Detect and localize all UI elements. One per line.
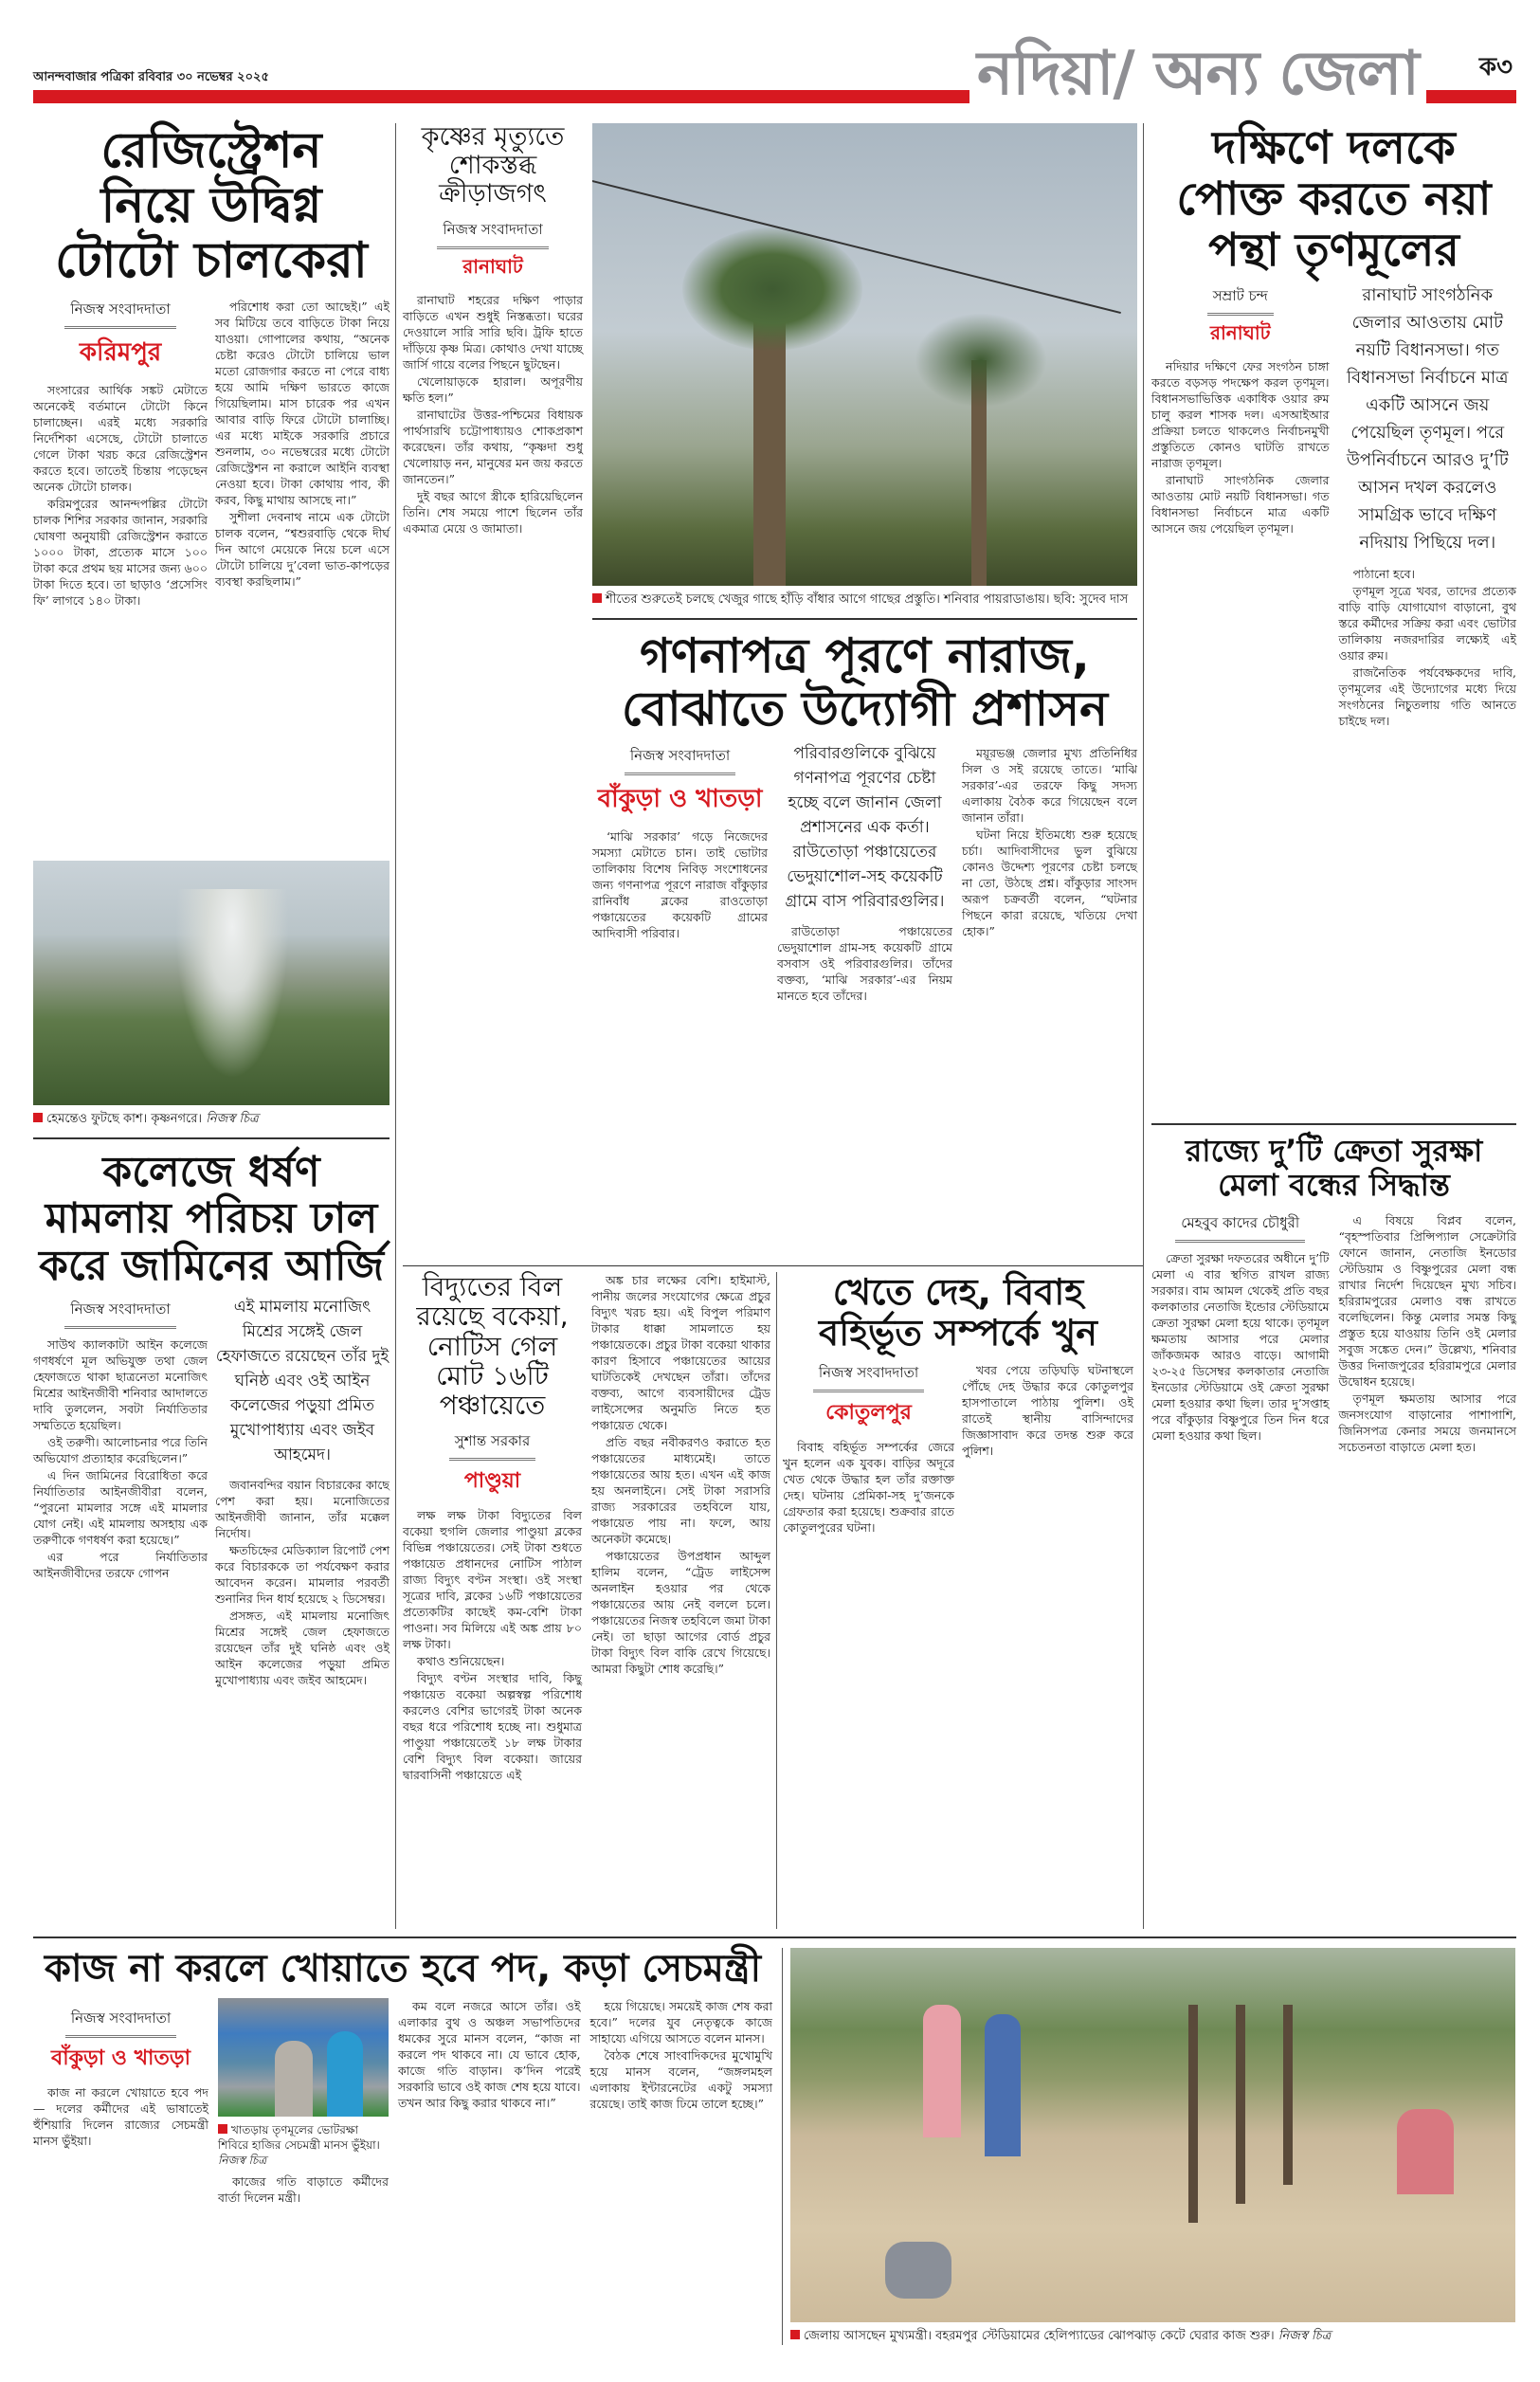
- stadium-helipad-clearing-photo: [790, 1948, 1515, 2322]
- paragraph: কাজের গতি বাড়াতে কর্মীদের বার্তা দিলেন মন্ত্রী।: [218, 2173, 389, 2205]
- paragraph: তৃণমূল সূত্রে খবর, তাদের প্রত্যেক বাড়ি বাড়ি যোগাযোগ বাড়ানো, বুথ স্তরে কর্মীদের সক্রিয় করা এবং ভোটার তালিকায় নজরদারির লক্ষ্যেই এই ওয়ার রুম।: [1338, 584, 1516, 664]
- paragraph: এর পরে নির্যাতিতার আইনজীবীদের তরফে গোপন: [33, 1549, 208, 1580]
- paragraph: রানাঘাট সাংগঠনিক জেলার আওতায় মোট নয়টি বিধানসভা। গত বিধানসভা নির্বাচনে মাত্র একটি আসনে জয় পেয়েছিল তৃণমূল।: [1151, 473, 1330, 536]
- bamboo-pole: [1283, 2005, 1293, 2185]
- ganana-pull-quote: পরিবারগুলিকে বুঝিয়ে গণনাপত্র পূরণের চেষ্টা হচ্ছে বলে জানান জেলা প্রশাসনের এক কর্তা। রাউতোড়া পঞ্চায়েতের ভেদুয়াশোল-সহ কয়েকটি গ্রামে বাস পরিবারগুলির।: [785, 744, 945, 911]
- krishna-byline: [403, 219, 583, 284]
- mela-byline: [1151, 1212, 1330, 1243]
- paragraph: রানাঘাট শহরের দক্ষিণ পাড়ার বাড়িতে এখন শুধুই নিস্তব্ধতা। ঘরের দেওয়ালে সারি সারি ছবি। ট্রফি হাতে দাঁড়িয়ে কৃষ্ণ মিত্র। কোথাও দেখা যাচ্ছে জার্সি গায়ে বলের পিছনে ছুটছেন।: [403, 292, 583, 372]
- paragraph: বিবাহ বহির্ভূত সম্পর্কের জেরে খুন হলেন এক যুবক। বাড়ির অদূরে খেত থেকে উদ্ধার হল তাঁর রক্তাক্ত দেহ। ঘটনায় প্রেমিকা-সহ দু’জনকে গ্রেফতার করা হয়েছে। শুক্রবার রাতে কোতুলপুরের ঘটনা।: [783, 1440, 954, 1536]
- headline-line: বহির্ভূত সম্পর্কে খুন: [819, 1311, 1097, 1354]
- caption-text: হেমন্তেও ফুটছে কাশ। কৃষ্ণনগরে।: [46, 1112, 203, 1126]
- krishna-headline: [403, 123, 583, 209]
- headline-line: কলেজে ধর্ষণ: [102, 1148, 320, 1196]
- middle-upper-row: [403, 123, 1143, 1265]
- headline-line: দক্ষিণে দলকে: [1212, 121, 1456, 174]
- photo-credit: নিজস্ব চিত্র: [206, 1112, 259, 1126]
- headline-line: রেজিস্ট্রেশন: [100, 122, 322, 179]
- mela-story: [1151, 1135, 1516, 1456]
- worker-figure: [1397, 2109, 1454, 2194]
- ganana-headline: [592, 629, 1137, 736]
- headline-line: টোটো চালকেরা: [55, 232, 368, 290]
- trinamool-body-col-1: [1151, 358, 1330, 536]
- ganana-byline: [592, 745, 768, 821]
- paragraph: এ বিষয়ে বিপ্লব বলেন, “বৃহস্পতিবার প্রিন্সিপ্যাল সেক্রেটারি ফোনে জানান, নেতাজি ইনডোর স্টেডিয়াম ও বিষ্ণুপুরের মেলা বন্ধ রাখার নির্দেশ দিয়েছেন মুখ্য সচিব। হরিরামপুরের মেলাও বন্ধ রাখতে বলেছিলেন। কিন্তু মেলার সমস্ত কিছু প্রস্তুত হয়ে যাওয়ায় তিনি ওই মেলার সবুজ সঙ্কেত দেন।” উল্লেখ্য, শনিবার উত্তর দিনাজপুরের হরিরামপুরে মেলার উদ্বোধন হয়েছে।: [1338, 1212, 1516, 1389]
- newspaper-page: [33, 123, 1516, 2345]
- caption-text: শীতের শুরুতেই চলছে খেজুর গাছে হাঁড়ি বাঁধার আগে গাছের প্রস্তুতি। শনিবার পায়রাডাঙায়।: [606, 592, 1050, 607]
- reporter-name: নিজস্ব সংবাদদাতা: [64, 1299, 175, 1329]
- sech-story: [33, 1948, 772, 2345]
- page-number: ক৩: [1476, 47, 1516, 89]
- toto-body-col-1: [33, 382, 208, 609]
- trinamool-headline: [1151, 123, 1516, 276]
- headline-line: মোট ১৬টি: [436, 1360, 549, 1392]
- caption-marker-icon: [592, 593, 602, 603]
- section-rule: [1151, 1123, 1516, 1125]
- paragraph: এ দিন জামিনের বিরোধিতা করে নির্যাতিতার আইনজীবীরা বলেন, “পুরনো মামলার সঙ্গে এই মামলার যোগ নেই। এই মামলায় অসহায় এক তরুণীকে গণধর্ষণ করা হয়েছে।”: [33, 1467, 208, 1547]
- ganana-body-col-2: [777, 923, 952, 1004]
- sech-columns: [33, 1998, 772, 2207]
- mela-body-col-2: [1339, 1212, 1517, 1455]
- headline-line: বোঝাতে উদ্যোগী প্রশাসন: [621, 682, 1109, 736]
- mela-body-col-1: [1151, 1250, 1330, 1444]
- college-pull-quote: এই মামলায় মনোজিৎ মিশ্রের সঙ্গেই জেল হেফাজতে রয়েছেন তাঁর দুই ঘনিষ্ঠ এবং ওই আইন কলেজের পড়ুয়া প্রমিত মুখোপাধ্যায় এবং জইব আহমেদ।: [215, 1297, 390, 1464]
- bidyut-headline: [403, 1272, 582, 1421]
- caption-text: খাতড়ায় তৃণমূলের ভোটরক্ষা শিবিরে হাজির সেচমন্ত্রী মানস ভুঁইয়া।: [218, 2122, 380, 2152]
- paragraph: প্রসঙ্গত, এই মামলায় মনোজিৎ মিশ্রের সঙ্গেই জেল হেফাজতে রয়েছেন তাঁর দুই ঘনিষ্ঠ এবং ওই আইন কলেজের পড়ুয়া প্রমিত মুখোপাধ্যায় এবং জইব আহমেদ।: [215, 1608, 390, 1687]
- minister-photo-caption: [218, 2122, 389, 2168]
- headline-line: ক্রীড়াজগৎ: [439, 179, 547, 209]
- college-story: [33, 1149, 390, 1689]
- paragraph: পরিশোধ করা তো আছেই।” এই সব মিটিয়ে তবে বাড়িতে টাকা নিয়ে যাওয়া। গোপালের কথায়, “অনেক চেষ্টা করেও টোটো চালিয়ে ভাল মতো রোজগার করতে না পেরে বাধ্য হয়ে আমি দক্ষিণ ভারতে কাজে গিয়েছিলাম। মাস চারেক পর এখন আবার বাড়ি ফিরে টোটো চালাচ্ছি। এর মধ্যে মাইকে সরকারি প্রচারে শুনলাম, ৩০ নভেম্বরের মধ্যে টোটো রেজিস্ট্রেশন না করালে আইনি ব্যবস্থা নেওয়া হবে। টাকা কোথায় পাব, কী করব, কিছু মাথায় আসছে না।”: [215, 299, 390, 507]
- bidyut-columns: [403, 1272, 770, 1784]
- dateline-place: বাঁকুড়া ও খাতড়া: [50, 2046, 191, 2070]
- mela-headline: [1151, 1135, 1516, 1203]
- headline-line: গণনাপত্র পূরণে নারাজ,: [640, 628, 1090, 683]
- khete-columns: [783, 1353, 1133, 1536]
- paragraph: লক্ষ লক্ষ টাকা বিদ্যুতের বিল বকেয়া হুগলি জেলার পাণ্ডুয়া ব্লকের বিভিন্ন পঞ্চায়েতের। সেই টাকা শুধতে পঞ্চায়েত প্রধানদের নোটিস পাঠাল রাজ্য বিদ্যুৎ বণ্টন সংস্থা। ওই সংস্থা সূত্রের দাবি, ব্লকের ১৬টি পঞ্চায়েতের প্রত্যেকটির কাছেই কম-বেশি টাকা পাওনা। সব মিলিয়ে এই অঙ্ক প্রায় ৮০ লক্ষ টাকা।: [403, 1507, 582, 1651]
- headline-line: নিয়ে উদ্বিগ্ন: [100, 177, 322, 235]
- headline-line: খেতে দেহ, বিবাহ: [832, 1271, 1084, 1313]
- center-block: [592, 123, 1137, 1265]
- upper-region: [33, 123, 1516, 1929]
- person-figure: [275, 2041, 313, 2117]
- khete-body-col-2: [962, 1362, 1133, 1459]
- paragraph: নদিয়ার দক্ষিণে ফের সংগঠন চাঙ্গা করতে বড়সড় পদক্ষেপ করল তৃণমূল। বিধানসভাভিত্তিক একাধিক ওয়ার রুম চালু করল শাসক দল। এসআইআর প্রক্রিয়া চলতে থাকলেও নির্বাচনমুখী প্রস্তুতিতে কোনও ঘাটতি রাখতে নারাজ তৃণমূল।: [1151, 359, 1330, 471]
- paragraph: খবর পেয়ে তড়িঘড়ি ঘটনাস্থলে পৌঁছে দেহ উদ্ধার করে কোতুলপুর হাসপাতালে পাঠায় পুলিশ। ওই রাতেই স্থানীয় বাসিন্দাদের জিজ্ঞাসাবাদ করে তদন্ত শুরু করে পুলিশ।: [962, 1363, 1133, 1459]
- bidyut-story: [403, 1272, 770, 1929]
- paragraph: ওই তরুণী। আলোচনার পরে তিনি অভিযোগ প্রত্যাহার করেছিলেন।”: [33, 1434, 208, 1465]
- headline-line: শোকস্তব্ধ: [448, 151, 537, 181]
- date-line: আনন্দবাজার পত্রিকা রবিবার ৩০ নভেম্বর ২০২৫: [33, 68, 275, 88]
- paragraph: কম বলে নজরে আসে তাঁর। ওই এলাকার বুথ ও অঞ্চল সভাপতিদের ধমকের সুরে মানস বলেন, “কাজ না করলে পদ থাকবে না। যে ভাবে হোক, কাজে গতি বাড়ান। ক’দিন পরেই সরকারি ভাবে ওই কাজ শেষ হয়ে যাবে। তখন আর কিছু করার থাকবে না।”: [398, 1998, 581, 2110]
- stadium-photo-caption: [790, 2328, 1516, 2345]
- paragraph: পঞ্চায়েতের উপপ্রধান আব্দুল হালিম বলেন, “ট্রেড লাইসেন্স অনলাইন হওয়ার পর থেকে পঞ্চায়েতের আয় নেই বললে চলে। পঞ্চায়েতের নিজস্ব তহবিলে জমা টাকা নেই। তা ছাড়া আগের বোর্ড প্রচুর টাকা বিদ্যুৎ বিল বাকি রেখে গিয়েছে। আমরা কিছুটা শোধ করেছি।”: [591, 1549, 770, 1676]
- trinamool-pull-quote: রানাঘাট সাংগঠনিক জেলার আওতায় মোট নয়টি বিধানসভা। গত বিধানসভা নির্বাচনে মাত্র একটি আসনে জয় পেয়েছিল তৃণমূল। পরে উপনির্বাচনে আরও দু’টি আসন দখল করলেও সামগ্রিক ভাবে দক্ষিণ নদিয়ায় পিছিয়ে দল।: [1346, 285, 1509, 554]
- paragraph: ঘটনা নিয়ে ইতিমধ্যে শুরু হয়েছে চর্চা। আদিবাসীদের ভুল বুঝিয়ে কোনও উদ্দেশ্য পূরণের চেষ্টা চলছে না তো, উঠছে প্রশ্ন। বাঁকুড়ার সাংসদ অরূপ চক্রবর্তী বলেন, “ঘটনার পিছনে কারা রয়েছে, খতিয়ে দেখা হোক।”: [962, 827, 1137, 938]
- headline-line: মামলায় পরিচয় ঢাল: [45, 1194, 378, 1244]
- worker-figure: [885, 2242, 951, 2299]
- ganana-columns: [592, 736, 1137, 1005]
- kash-photo-caption: [33, 1111, 390, 1128]
- sech-body-col-4: [590, 1998, 773, 2112]
- kash-flower-photo: [33, 861, 390, 1105]
- person-figure: [327, 2031, 363, 2117]
- paragraph: ‘মাঝি সরকার’ গড়ে নিজেদের সমস্যা মেটাতে চান। তাই ভোটার তালিকায় বিশেষ নিবিড় সংশোধনের জন্য গণনাপত্র পূরণে নারাজ বাঁকুড়ার রানিবাঁধ ব্লকের রাওতোড়া পঞ্চায়েতের কয়েকটি গ্রামের আদিবাসী পরিবার।: [592, 829, 768, 940]
- dateline-place: কোতুলপুর: [825, 1401, 912, 1426]
- reporter-name: সুশান্ত সরকার: [449, 1430, 536, 1461]
- trinamool-columns: [1151, 276, 1516, 730]
- paragraph: ক্রেতা সুরক্ষা দফতরের অধীনে দু’টি মেলা এ বার স্থগিত রাখল রাজ্য সরকার। বাম আমল থেকেই প্রতি বছর কলকাতার নেতাজি ইন্ডোর স্টেডিয়ামে ক্রেতা সুরক্ষা মেলা হয়ে থাকে। তৃণমূল ক্ষমতায় আসার পরে মেলার জাঁকজমক আরও বাড়ে। আগামী ২৩-২৫ ডিসেম্বর কলকাতার নেতাজি ইনডোর স্টেডিয়ামে ওই ক্রেতা সুরক্ষা মেলা হওয়ার কথা ছিল। তার দু’সপ্তাহ পরে বাঁকুড়ার বিষ্ণুপুরে তিন দিন ধরে মেলা হওয়ার কথা ছিল।: [1151, 1250, 1330, 1443]
- headline-line: পোক্ত করতে নয়া: [1176, 172, 1492, 226]
- headline-line: পঞ্চায়েতে: [439, 1390, 546, 1422]
- sech-body-col-3: [398, 1998, 581, 2111]
- masthead: [33, 27, 1516, 117]
- sech-byline: [33, 2008, 208, 2077]
- khete-byline: [783, 1362, 954, 1431]
- mela-columns: [1151, 1203, 1516, 1456]
- paragraph: কথাও শুনিয়েছেন।: [417, 1653, 505, 1668]
- palm-photo-caption: [592, 591, 1137, 609]
- photo-credit: নিজস্ব চিত্র: [218, 2153, 267, 2167]
- paragraph: রানাঘাটের উত্তর-পশ্চিমের বিধায়ক পার্থসারথি চট্টোপাধ্যায়ও শোকপ্রকাশ করেছেন। তাঁর কথায়, “কৃষ্ণদা শুধু খেলোয়াড় নন, মানুষের মন জয় করতে জানতেন।”: [403, 407, 583, 486]
- paragraph: ময়ূরভঞ্জ জেলার মুখ্য প্রতিনিধির সিল ও সই রয়েছে তাতে। ‘মাঝি সরকার’-এর তরফে কিছু সদস্য এলাকায় বৈঠক করে গিয়েছেন বলে জানান তাঁরা।: [962, 746, 1137, 825]
- dateline-place: পাণ্ডুয়া: [463, 1468, 521, 1493]
- khete-body-col-1: [783, 1439, 954, 1536]
- khete-story: [776, 1272, 1133, 1929]
- bidyut-byline: [403, 1430, 582, 1500]
- middle-lower-row: [403, 1265, 1143, 1929]
- trinamool-body-col-2: [1339, 566, 1517, 729]
- toto-body-col-2: [215, 299, 390, 590]
- paragraph: দুই বছর আগে স্ত্রীকে হারিয়েছিলেন তিনি। শেষ সময়ে পাশে ছিলেন তাঁর একমাত্র মেয়ে ও জামাতা।: [403, 488, 583, 536]
- palm-crown: [915, 313, 1047, 408]
- worker-figure: [923, 2005, 961, 2137]
- bidyut-body-col-1: [403, 1507, 582, 1783]
- kash-plume: [175, 889, 289, 1079]
- toto-columns: [33, 289, 390, 609]
- caption-marker-icon: [33, 1113, 43, 1122]
- dateline-place: রানাঘাট: [1209, 321, 1271, 345]
- ganana-body-col-1: [592, 828, 768, 941]
- paragraph: বিদ্যুৎ বণ্টন সংস্থার দাবি, কিছু পঞ্চায়েত বকেয়া অল্পস্বল্প পরিশোধ করলেও বেশির ভাগেরই টাকা অনেক বছর ধরে পরিশোধ হচ্ছে না। শুধুমাত্র পাণ্ডুয়া পঞ্চায়েতেই ১৮ লক্ষ টাকার বেশি বিদ্যুৎ বিল বকেয়া। জায়ের দ্বারবাসিনী পঞ্চায়েতে এই: [403, 1670, 582, 1782]
- paragraph: সাউথ ক্যালকাটা আইন কলেজে গণধর্ষণে মূল অভিযুক্ত তথা জেল হেফাজতে থাকা ছাত্রনেতা মনোজিৎ মিশ্রের আইনজীবী শনিবার আদালতে দাবি তুললেন, সবটা নির্যাতিতার সম্মতিতে হয়েছিল।: [33, 1336, 208, 1432]
- paragraph: রাজনৈতিক পর্যবেক্ষকদের দাবি, তৃণমূলের এই উদ্যোগের মধ্যে দিয়ে সংগঠনের নিচুতলায় গতি আনতে চাইছে দল।: [1338, 665, 1516, 729]
- ganana-body-col-3: [962, 745, 1137, 939]
- paragraph: খেলোয়াড়কে হারাল। অপূরণীয় ক্ষতি হল।”: [403, 373, 583, 405]
- photo-credit: নিজস্ব চিত্র: [1277, 2329, 1332, 2343]
- paragraph: সংসারের আর্থিক সঙ্কট মেটাতে অনেকেই বর্তমানে টোটো কিনে চালাচ্ছেন। এরই মধ্যে সরকারি নির্দেশিকা এসেছে, টোটো চালাতে গেলে টাকা খরচ করে রেজিস্ট্রেশন করতে হবে। তাতেই চিন্তায় পড়েছেন অনেক টোটো চালক।: [33, 382, 208, 494]
- bidyut-body-col-2: [591, 1272, 770, 1677]
- bamboo-pole: [1236, 2005, 1245, 2204]
- paragraph: জবানবন্দির বয়ান বিচারকের কাছে পেশ করা হয়। মনোজিতের আইনজীবী জানান, তাঁর মক্কেল নির্দোষ।: [215, 1477, 390, 1540]
- section-rule: [592, 618, 1137, 620]
- sech-body-col-1: [33, 2084, 208, 2149]
- paragraph: কাজ না করলে খোয়াতে হবে পদ— দলের কর্মীদের এই ভাষাতেই হুঁশিয়ারি দিলেন রাজ্যের সেচমন্ত্রী মানস ভুঁইয়া।: [33, 2084, 208, 2148]
- caption-marker-icon: [218, 2124, 227, 2134]
- headline-line: কৃষ্ণের মৃত্যুতে: [421, 122, 565, 152]
- photo-credit: ছবি: সুদেব দাস: [1053, 592, 1129, 607]
- headline-line: বিদ্যুতের বিল: [422, 1271, 563, 1302]
- section-title: নদিয়া/ অন্য জেলা: [969, 27, 1426, 121]
- toto-headline: [33, 123, 390, 289]
- left-column: [33, 123, 390, 1929]
- palm-crown: [682, 227, 862, 351]
- minister-meeting-photo: [218, 1998, 389, 2117]
- right-column: [1143, 123, 1516, 1929]
- bamboo-pole: [1188, 2005, 1198, 2223]
- caption-text: জেলায় আসছেন মুখ্যমন্ত্রী। বহরমপুর স্টেডিয়ামের হেলিপ্যাডের ঝোপঝাড় কেটে ঘেরার কাজ শুরু।: [804, 2329, 1275, 2343]
- reporter-name: নিজস্ব সংবাদদাতা: [625, 745, 735, 775]
- headline-line: রাজ্যে দু’টি ক্রেতা সুরক্ষা: [1185, 1133, 1483, 1169]
- headline-line: করে জামিনের আর্জি: [39, 1241, 384, 1290]
- college-body-col-2: [215, 1477, 390, 1688]
- headline-line: মেলা বন্ধের সিদ্ধান্ত: [1218, 1166, 1450, 1203]
- reporter-name: মেহবুব কাদের চৌধুরী: [1175, 1212, 1305, 1243]
- reporter-name: নিজস্ব সংবাদদাতা: [437, 219, 548, 249]
- caption-marker-icon: [790, 2330, 800, 2339]
- sech-body-col-2: [218, 2173, 389, 2206]
- worker-figure: [985, 2014, 1021, 2156]
- paragraph: তৃণমূল ক্ষমতায় আসার পরে জনসংযোগ বাড়ানোর পাশাপাশি, জিনিসপত্র কেনার সময়ে জনমানসে সচেতনতা বাড়াতে মেলা হত।: [1338, 1391, 1516, 1454]
- sech-headline: কাজ না করলে খোয়াতে হবে পদ, কড়া সেচমন্ত্রী: [44, 1947, 762, 1991]
- toto-byline: [33, 299, 208, 374]
- paragraph: করিমপুরের আনন্দপল্লির টোটো চালক শিশির সরকার জানান, সরকারি ঘোষণা অনুযায়ী রেজিস্ট্রেশন করাতে ১০০০ টাকা, প্রত্যেক মাসে ১০০ টাকা করে প্রথম ছয় মাসের জন্য ৬০০ টাকা দিতে হবে। তা ছাড়াও ‘প্রসেসিং ফি’ লাগবে ১৪০ টাকা।: [33, 496, 208, 608]
- paragraph: হয়ে গিয়েছে। সময়েই কাজ শেষ করা হবে।” দলের যুব নেতৃত্বকে কাজে সাহায্যে এগিয়ে আসতে বলেন মানস।: [589, 1998, 772, 2046]
- date-palm-tree-photo: [592, 123, 1137, 586]
- section-rule: [33, 1137, 390, 1139]
- paragraph: পাঠানো হবে।: [1352, 567, 1416, 582]
- college-headline: [33, 1149, 390, 1289]
- dateline-place: করিমপুর: [79, 337, 162, 367]
- college-byline: [33, 1299, 208, 1329]
- college-body-col-1: [33, 1336, 208, 1581]
- khete-headline: [783, 1272, 1133, 1353]
- trinamool-byline: [1151, 285, 1330, 351]
- dateline-place: রানাঘাট: [462, 254, 523, 278]
- dateline-place: বাঁকুড়া ও খাতড়া: [597, 785, 763, 813]
- reporter-name: নিজস্ব সংবাদদাতা: [65, 2008, 176, 2038]
- krishna-story: [403, 123, 583, 1265]
- paragraph: প্রতি বছর নবীকরণও করাতে হত পঞ্চায়েতের মাধ্যমেই। তাতে পঞ্চায়েতের আয় হত। এখন এই কাজ হয় অনলাইনে। সেই টাকা সরাসরি রাজ্য সরকারের তহবিলে যায়, পঞ্চায়েত পায় না। ফলে, আয় অনেকটা কমেছে।: [591, 1435, 770, 1546]
- toto-story: [33, 123, 390, 853]
- stadium-photo-block: [782, 1948, 1516, 2345]
- reporter-name: সম্রাট চন্দ: [1207, 285, 1274, 316]
- paragraph: সুশীলা দেবনাথ নামে এক টোটো চালক বলেন, “শ্বশুরবাড়ি থেকে দীর্ঘ দিন আগে মেয়েকে নিয়ে চলে এসে টোটো চালিয়ে দু’বেলা ভাত-কাপড়ের ব্যবস্থা করছিলাম।”: [215, 509, 390, 589]
- paragraph: ক্ষতচিহ্নের মেডিক্যাল রিপোর্ট পেশ করে বিচারককে তা পর্যবেক্ষণ করার আবেদন করেন। মামলার পরবর্তী শুনানির দিন ধার্য হয়েছে ২ ডিসেম্বর।: [215, 1542, 390, 1606]
- lower-region: [33, 1937, 1516, 2345]
- college-columns: [33, 1289, 390, 1689]
- reporter-name: নিজস্ব সংবাদদাতা: [64, 299, 175, 329]
- headline-line: পন্থা তৃণমূলের: [1208, 223, 1459, 277]
- paragraph: রাউতোড়া পঞ্চায়েতের ভেদুয়াশোল গ্রাম-সহ কয়েকটি গ্রামে বসবাস ওই পরিবারগুলির। তাঁদের বক্তব্য, ‘মাঝি সরকার’-এর নিয়ম মানতে হবে তাঁদের।: [777, 924, 952, 1003]
- reporter-name: নিজস্ব সংবাদদাতা: [813, 1362, 924, 1392]
- ganana-story: [592, 629, 1137, 1005]
- headline-line: রয়েছে বকেয়া,: [416, 1300, 569, 1333]
- paragraph: বৈঠক শেষে সাংবাদিকদের মুখোমুখি হয়ে মানস বলেন, “জঙ্গলমহল এলাকায় ইন্টারনেটের একটু সমস্যা রয়েছে। তাই কাজ ঢিমে তালে হচ্ছে।”: [589, 2047, 772, 2111]
- krishna-body: [403, 292, 583, 536]
- paragraph: অঙ্ক চার লক্ষের বেশি। হাইমাস্ট, পানীয় জলের সংযোগের ক্ষেত্রে প্রচুর বিদ্যুৎ খরচ হয়। এই বিপুল পরিমাণ টাকার ধাক্কা সামলাতে হয় পঞ্চায়েতকে। প্রচুর টাকা বকেয়া থাকার কারণ হিসাবে পঞ্চায়েতের আয়ের ঘাটতিকেই দেখছেন তাঁরা। তাঁদের বক্তব্য, আগে ব্যবসায়ীদের ট্রেড লাইসেন্সের অনুমতি নিতে হত পঞ্চায়েত থেকে।: [591, 1273, 770, 1432]
- trinamool-story: [1151, 123, 1516, 1114]
- middle-columns: [395, 123, 1143, 1929]
- headline-line: নোটিস গেল: [426, 1330, 558, 1362]
